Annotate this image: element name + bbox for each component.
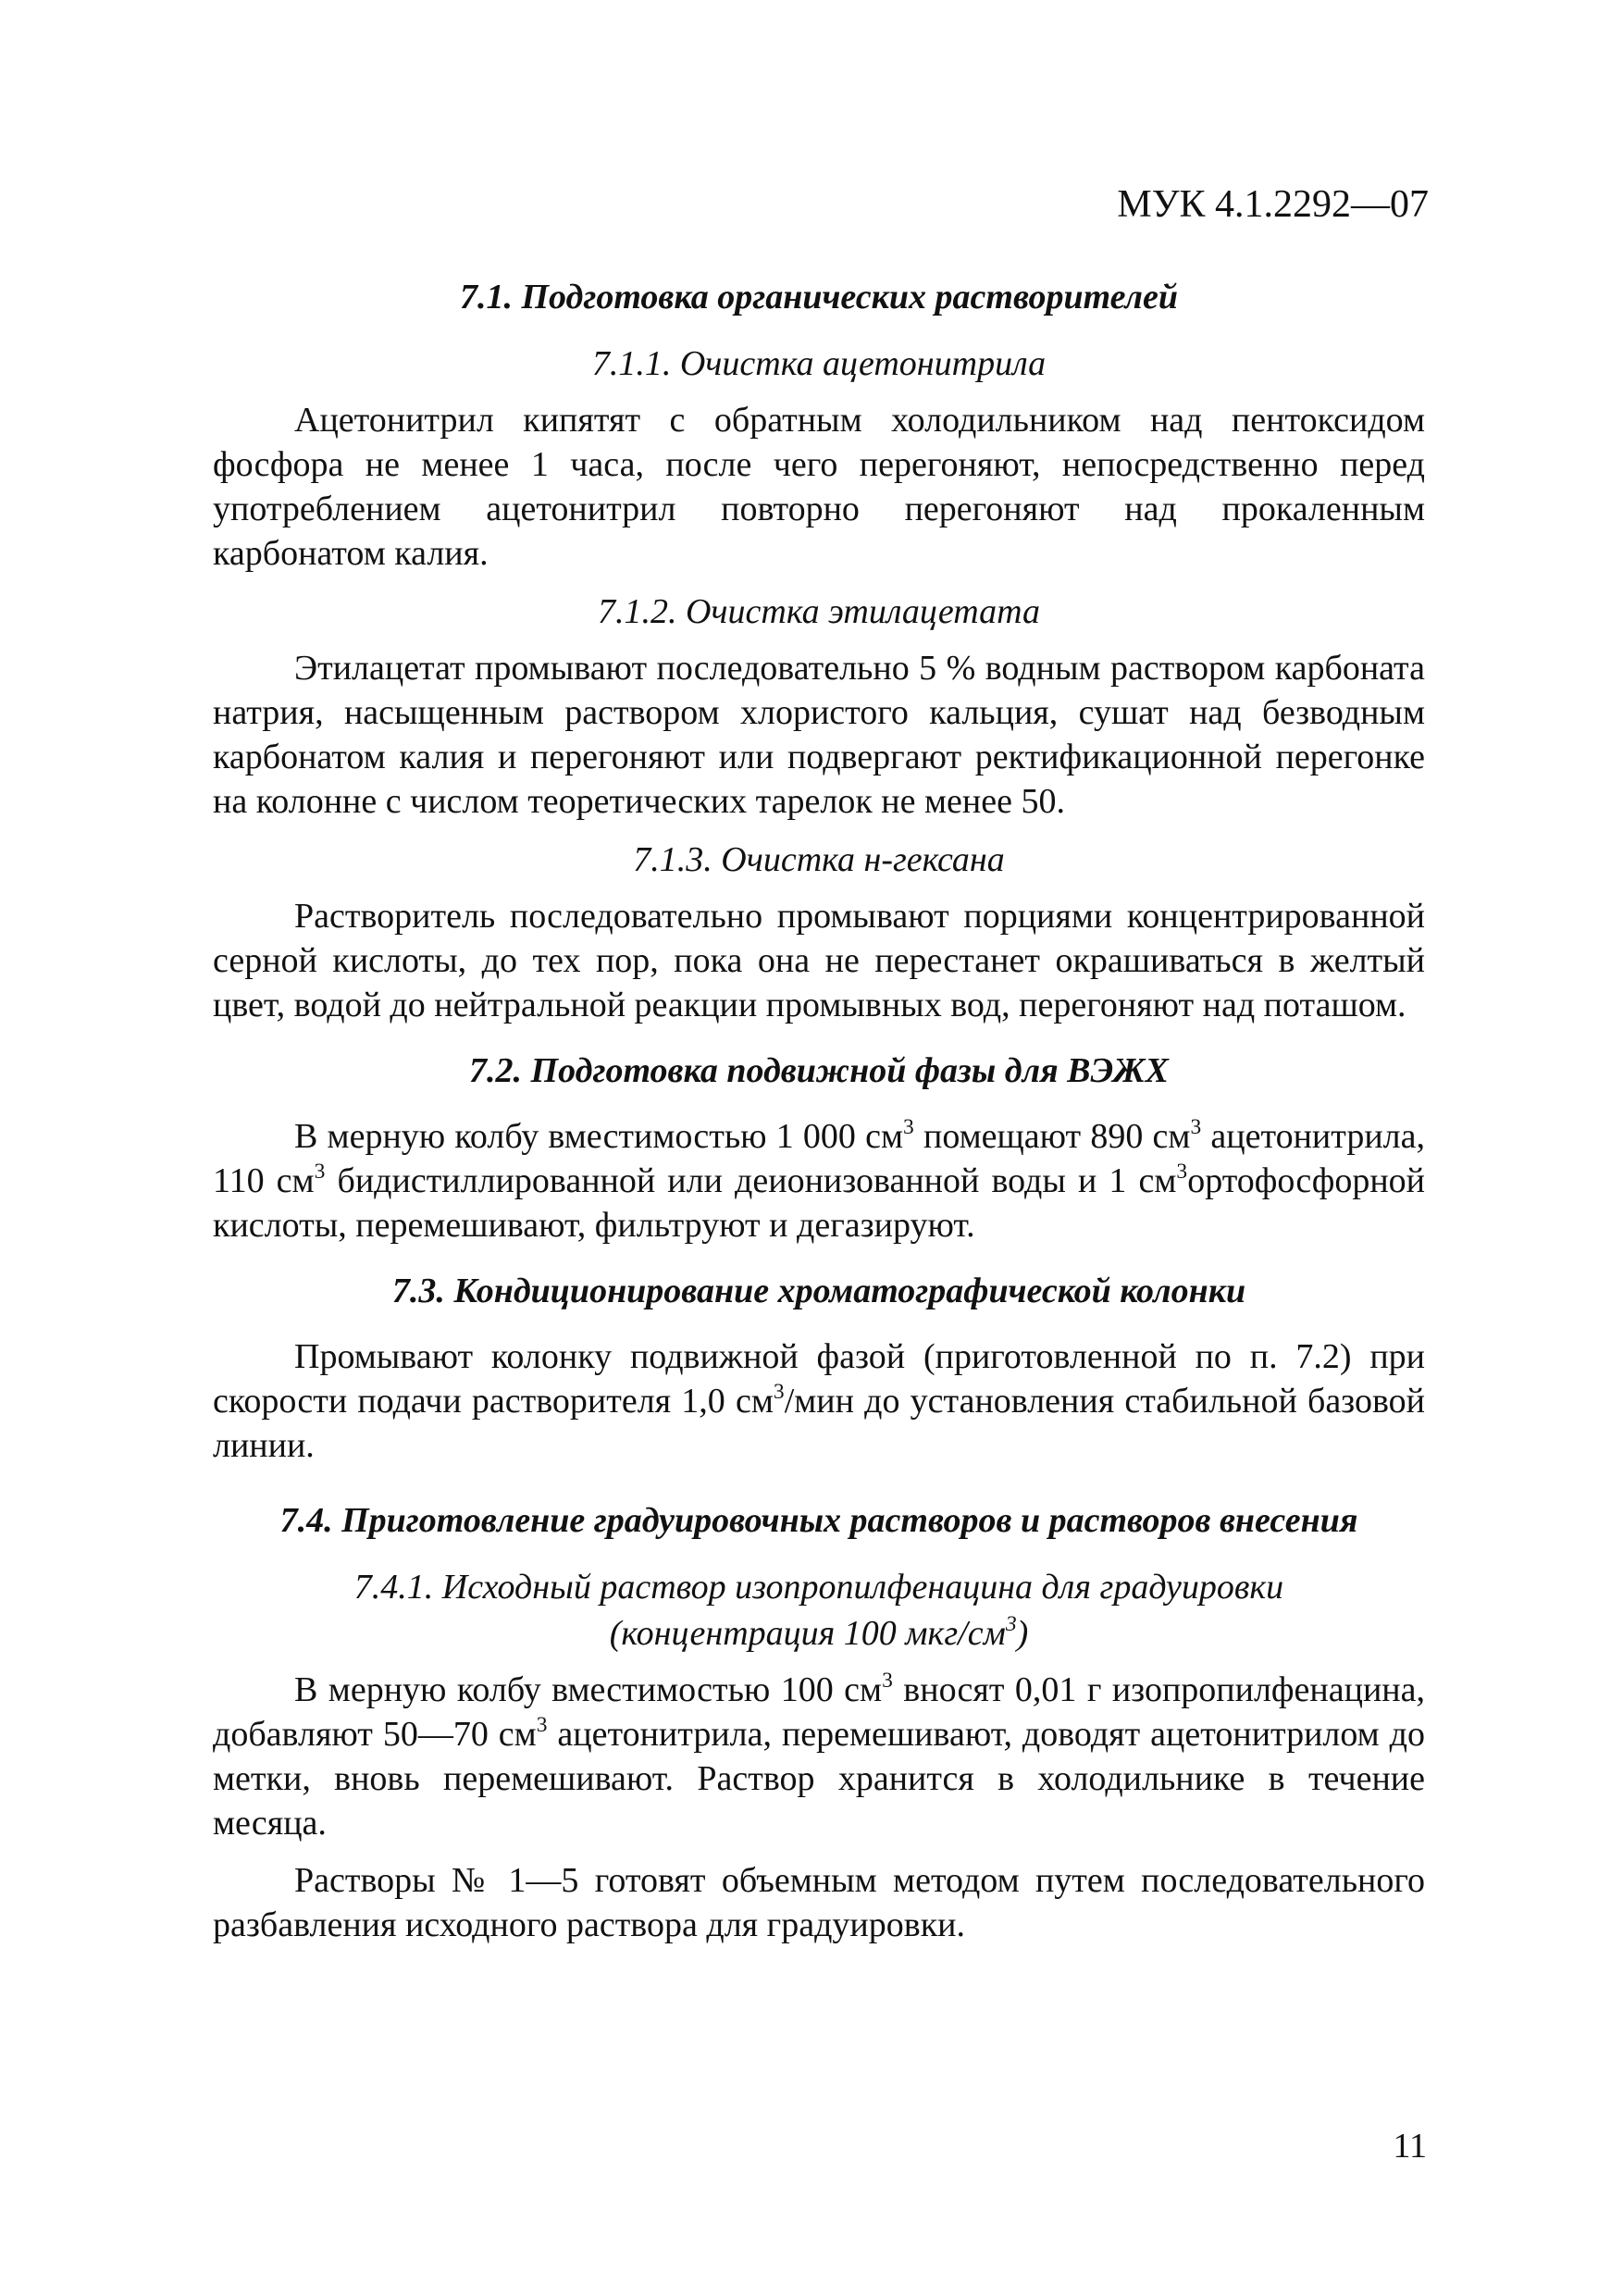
paragraph-7-2-part-4: бидистиллированной или деионизованной воды и 1 см [325, 1161, 1177, 1200]
paragraph-7-3 [213, 1334, 1425, 1468]
superscript-3: 3 [1190, 1115, 1202, 1140]
subsection-heading-7-4-1-line-2a: (концентрация 100 мкг/см [609, 1614, 1006, 1653]
superscript-3: 3 [773, 1380, 785, 1405]
paragraph-7-4-1 [213, 1668, 1425, 1845]
subsection-heading-7-4-1-line-2b: ) [1016, 1614, 1029, 1653]
paragraph-7-1-1: Ацетонитрил кипятят с обратным холодильником над пентоксидом фосфора не менее 1 часа, после чего перегоняют, непосредственно перед употреблением ацетонитрил повторно перегоняют над прокаленным карбонатом калия. [213, 401, 1425, 573]
section-heading-7-1: 7.1. Подготовка органических растворителей [459, 278, 1179, 316]
subsection-heading-7-4-1-line-1: 7.4.1. Исходный раствор изопропилфенацина для градуировки [353, 1568, 1284, 1607]
superscript-3: 3 [1176, 1160, 1188, 1185]
section-heading-7-2: 7.2. Подготовка подвижной фазы для ВЭЖХ [469, 1051, 1169, 1090]
superscript-3: 3 [903, 1115, 914, 1140]
paragraph-7-4-1-part-1: В мерную колбу вместимостью 100 см [294, 1670, 883, 1709]
paragraph-7-2-part-2: помещают 890 см [913, 1117, 1191, 1156]
page-number: 11 [1393, 2127, 1427, 2166]
paragraph-7-1-3: Растворитель последовательно промывают порциями концентрированной серной кислоты, до тех пор, пока она не перестанет окрашиваться в желтый цвет, водой до нейтральной реакции промывных вод, перегоняют над поташом. [213, 897, 1425, 1024]
paragraph-7-4-1-solutions: Растворы № 1—5 готовят объемным методом путем последовательного разбавления исходного раствора для градуировки. [213, 1861, 1425, 1944]
paragraph-7-1-2: Этилацетат промывают последовательно 5 % водным раствором карбоната натрия, насыщенным раствором хлористого кальция, сушат над безводным карбонатом калия и перегоняют или подвергают ректификационной перегонке на колонне с числом теоретических тарелок не менее 50. [213, 649, 1425, 821]
paragraph-7-2-part-3: ацетонитрила, 110 см [213, 1117, 1425, 1200]
superscript-3: 3 [882, 1669, 893, 1694]
subsection-heading-7-1-2: 7.1.2. Очистка этилацетата [597, 592, 1041, 631]
subsection-heading-7-4-1-line-2 [213, 1610, 1425, 1657]
paragraph-7-4-1-part-3: ацетонитрила, перемешивают, доводят ацетонитрилом до метки, вновь перемешивают. Раствор хранится в холодильнике в течение месяца. [213, 1715, 1425, 1843]
paragraph-7-3-part-1: Промывают колонку подвижной фазой (приготовленной по п. 7.2) при скорости подачи растворителя 1,0 см [213, 1337, 1425, 1421]
paragraph-7-3-part-2: /мин до установления стабильной базовой линии. [213, 1382, 1425, 1465]
subsection-heading-7-1-1: 7.1.1. Очистка ацетонитрила [591, 344, 1047, 383]
superscript-3: 3 [314, 1160, 326, 1185]
superscript-3: 3 [1005, 1612, 1017, 1637]
paragraph-7-2-part-5: ортофосфорной кислоты, перемешивают, фильтруют и дегазируют. [213, 1161, 1425, 1245]
paragraph-7-2 [213, 1114, 1425, 1247]
paragraph-7-2-part-1: В мерную колбу вместимостью 1 000 см [294, 1117, 904, 1156]
section-heading-7-4: 7.4. Приготовление градуировочных растворов и растворов внесения [279, 1501, 1358, 1540]
page-content [213, 274, 1425, 1960]
document-code: МУК 4.1.2292—07 [1117, 183, 1429, 226]
paragraph-7-4-1-part-2: вносят 0,01 г изопропилфенацина, добавляют 50—70 см [213, 1670, 1425, 1754]
subsection-heading-7-1-3: 7.1.3. Очистка н-гексана [633, 840, 1005, 879]
section-heading-7-3: 7.3. Кондиционирование хроматографической колонки [391, 1272, 1246, 1310]
superscript-3: 3 [536, 1713, 548, 1738]
